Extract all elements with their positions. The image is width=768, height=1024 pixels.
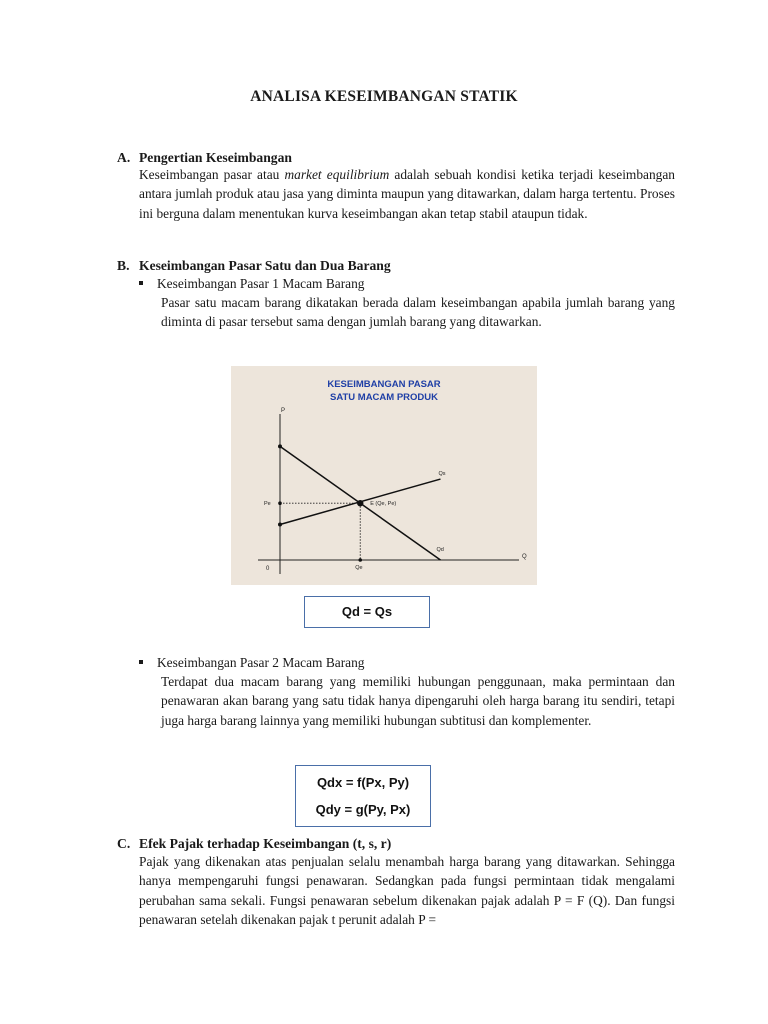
bullet-one-macam-barang: Keseimbangan Pasar 1 Macam Barang — [139, 276, 364, 292]
y-axis-label: P — [281, 408, 286, 414]
section-c-title: Efek Pajak terhadap Keseimbangan (t, s, r) — [139, 836, 392, 851]
chart-title-line-2: SATU MACAM PRODUK — [329, 392, 439, 403]
series-label-qs: Qs — [438, 471, 446, 478]
x-axis-label: Q — [522, 554, 527, 560]
formula-qd-qs: Qd = Qs — [304, 596, 430, 628]
bullet-two-macam-barang: Keseimbangan Pasar 2 Macam Barang — [139, 655, 364, 671]
equilibrium-label: E (Qe, Pe) — [370, 501, 397, 508]
equilibrium-chart — [231, 366, 537, 585]
formula-qdx-qdy — [295, 765, 431, 827]
pe-label: Pe — [264, 501, 271, 508]
section-a-letter: A. — [117, 150, 131, 165]
term-market-equilibrium: market equilibrium — [284, 167, 390, 182]
document-title: ANALISA KESEIMBANGAN STATIK — [250, 88, 518, 105]
chart-title-line-1: KESEIMBANGAN PASAR — [327, 379, 441, 390]
series-label-qd: Qd — [436, 547, 444, 553]
series-start-point-qd — [278, 444, 282, 448]
section-b-paragraph-1: Pasar satu macam barang dikatakan berada dalam keseimbangan apabila jumlah barang yang diminta di pasar tersebut sama dengan jumlah barang yang ditawarkan. — [161, 295, 675, 330]
section-b-heading — [117, 258, 391, 274]
section-b-paragraph-2: Terdapat dua macam barang yang memiliki hubungan penggunaan, maka permintaan dan penawaran akan barang yang satu tidak hanya dipengaruhi oleh harga barang itu sendiri, tetapi juga harga barang lainnya yang memiliki hubungan subtitusi dan komplementer. — [161, 674, 675, 728]
section-c-heading — [117, 836, 391, 852]
origin-label: 0 — [266, 566, 270, 572]
section-a-title: Pengertian Keseimbangan — [139, 150, 292, 165]
series-start-point-qs — [278, 523, 282, 527]
formula-qdx: Qdx = f(Px, Py) — [316, 775, 410, 790]
bullet-square-icon — [139, 660, 143, 664]
section-a-paragraph: Keseimbangan pasar atau market equilibrium adalah sebuah kondisi ketika terjadi keseimbangan antara jumlah produk atau jasa yang diminta maupun yang ditawarkan, dalam harga tertentu. Proses ini berguna dalam menentukan kurva keseimbangan akan tetap stabil ataupun tidak. — [139, 167, 676, 221]
equilibrium-chart-svg — [231, 366, 537, 585]
section-a-heading — [117, 150, 292, 166]
formula-qdy: Qdy = g(Py, Px) — [315, 802, 411, 817]
section-c-letter: C. — [117, 836, 131, 851]
pe-axis-point — [278, 501, 282, 505]
bullet-square-icon — [139, 281, 143, 285]
section-c-paragraph: Pajak yang dikenakan atas penjualan selalu menambah harga barang yang ditawarkan. Sehingga hanya mempengaruhi fungsi penawaran. Sedangkan pada fungsi permintaan tidak mengalami perubahan sama sekali. Fungsi penawaran sebelum dikenakan pajak adalah P = F (Q). Dan fungsi penawaran setelah dikenakan pajak t perunit adalah P = — [139, 854, 675, 927]
equilibrium-point — [357, 500, 363, 506]
qe-axis-point — [358, 558, 362, 562]
section-b-title: Keseimbangan Pasar Satu dan Dua Barang — [139, 258, 391, 273]
section-b-letter: B. — [117, 258, 130, 273]
qe-label: Qe — [355, 565, 363, 571]
